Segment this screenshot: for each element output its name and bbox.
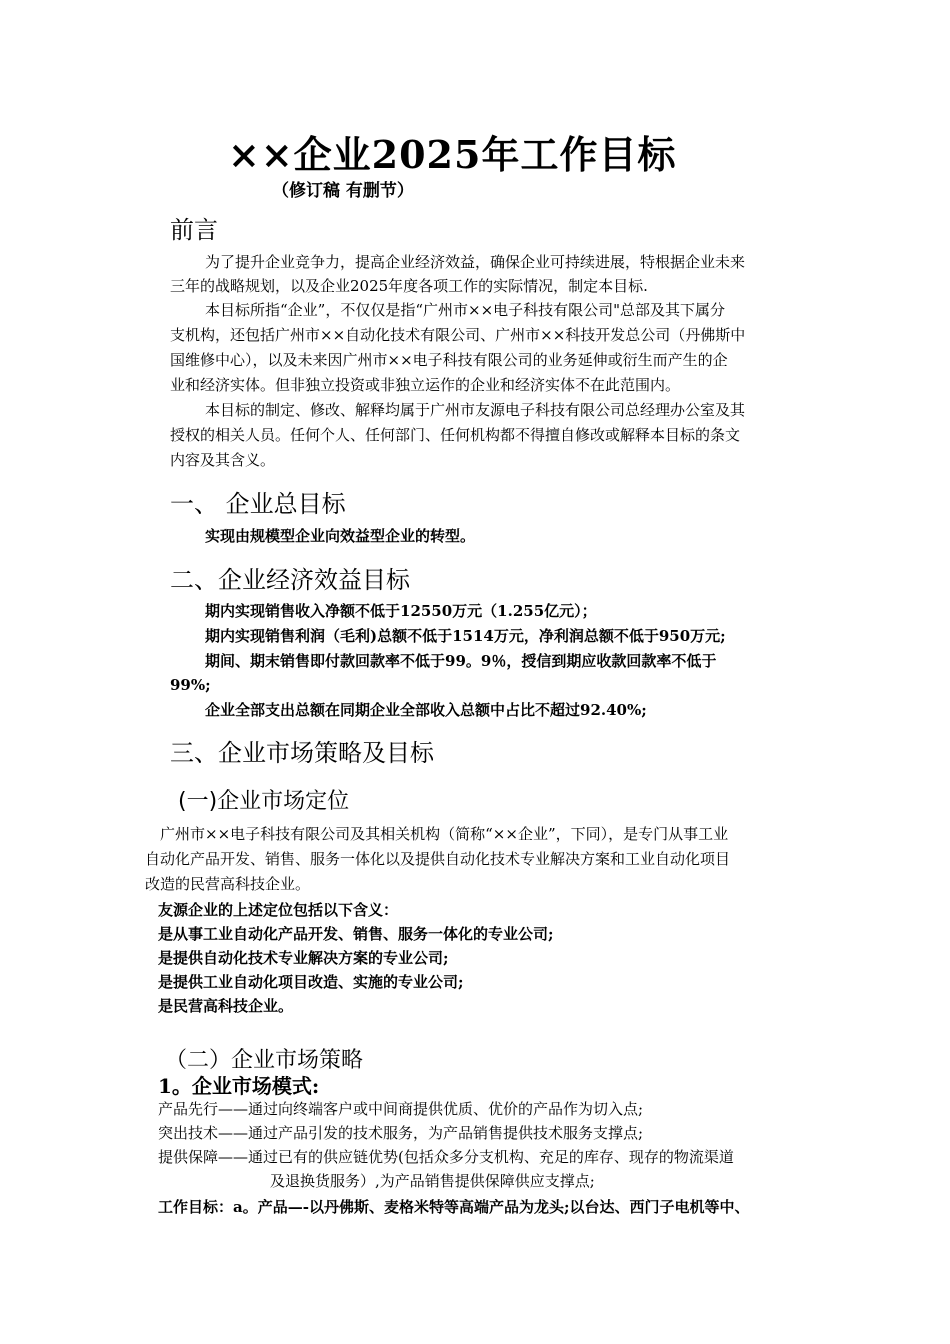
section2-line2: 期内实现销售利润（毛利)总额不低于1514万元，净利润总额不低于950万元; xyxy=(205,627,726,645)
preface-p1-line2: 三年的战略规划，以及企业2025年度各项工作的实际情况，制定本目标. xyxy=(170,277,648,295)
section2-line3: 期间、期末销售即付款回款率不低于99。9％，授信到期应收款回款率不低于 xyxy=(205,652,717,670)
section1-text: 实现由规模型企业向效益型企业的转型。 xyxy=(205,527,476,545)
section2-heading: 二、企业经济效益目标 xyxy=(170,566,410,594)
preface-p2-line3: 国维修中心），以及未来因广州市××电子科技有限公司的业务延伸或衍生而产生的企 xyxy=(170,351,728,369)
section3-sub2-line3: 提供保障——通过已有的供应链优势(包括众多分支机构、充足的库存、现存的物流渠道 xyxy=(158,1148,734,1166)
section3-sub1-p-line3: 改造的民营高科技企业。 xyxy=(145,875,311,893)
section3-sub2-line1: 产品先行——通过向终端客户或中间商提供优质、优价的产品作为切入点; xyxy=(158,1100,644,1118)
section3-sub2-line4: 及退换货服务）,为产品销售提供保障供应支撑点; xyxy=(270,1172,595,1190)
section2-line5: 企业全部支出总额在同期企业全部收入总额中占比不超过92.40%; xyxy=(205,701,647,719)
preface-p2-line2: 支机构，还包括广州市××自动化技术有限公司、广州市××科技开发总公司（丹佛斯中 xyxy=(170,326,746,344)
section3-sub1-bold3: 是提供自动化技术专业解决方案的专业公司; xyxy=(158,949,449,967)
section3-sub1-bold1: 友源企业的上述定位包括以下含义： xyxy=(158,901,399,919)
section1-heading: 一、 企业总目标 xyxy=(170,490,346,518)
section3-sub1-p-line2: 自动化产品开发、销售、服务一体化以及提供自动化技术专业解决方案和工业自动化项目 xyxy=(145,850,731,868)
document-subtitle: （修订稿 有删节） xyxy=(272,181,414,201)
section3-sub2-line2: 突出技术——通过产品引发的技术服务，为产品销售提供技术服务支撑点; xyxy=(158,1124,644,1142)
preface-p2-line4: 业和经济实体。但非独立投资或非独立运作的企业和经济实体不在此范围内。 xyxy=(170,376,681,394)
section3-heading: 三、企业市场策略及目标 xyxy=(170,739,434,767)
section3-sub1-bold4: 是提供工业自动化项目改造、实施的专业公司; xyxy=(158,973,464,991)
preface-heading: 前言 xyxy=(170,216,218,244)
section3-sub2-heading: （二）企业市场策略 xyxy=(165,1048,364,1073)
preface-p3-line1: 本目标的制定、修改、解释均属于广州市友源电子科技有限公司总经理办公室及其 xyxy=(205,401,746,419)
section2-line4: 99%; xyxy=(170,676,211,694)
section3-sub1-heading: (一)企业市场定位 xyxy=(178,789,350,814)
section3-sub2-line5: 工作目标：a。产品—-以丹佛斯、麦格米特等高端产品为龙头;以台达、西门子电机等中、 xyxy=(158,1198,750,1216)
document-title: ××企业2025年工作目标 xyxy=(228,132,677,177)
preface-p3-line2: 授权的相关人员。任何个人、任何部门、任何机构都不得擅自修改或解释本目标的条文 xyxy=(170,426,741,444)
section3-sub1-p-line1: 广州市××电子科技有限公司及其相关机构（简称“××企业”，下同），是专门从事工业 xyxy=(160,825,729,843)
section3-sub2-h3: 1。企业市场模式: xyxy=(158,1074,320,1098)
preface-p3-line3: 内容及其含义。 xyxy=(170,451,276,469)
section3-sub1-bold2: 是从事工业自动化产品开发、销售、服务一体化的专业公司; xyxy=(158,925,554,943)
preface-p1-line1: 为了提升企业竞争力，提高企业经济效益，确保企业可持续进展，特根据企业未来 xyxy=(205,253,746,271)
section3-sub1-bold5: 是民营高科技企业。 xyxy=(158,997,294,1015)
section2-line1: 期内实现销售收入净额不低于12550万元（1.255亿元）； xyxy=(205,602,597,620)
preface-p2-line1: 本目标所指“企业”，不仅仅是指“广州市××电子科技有限公司"总部及其下属分 xyxy=(205,301,726,319)
